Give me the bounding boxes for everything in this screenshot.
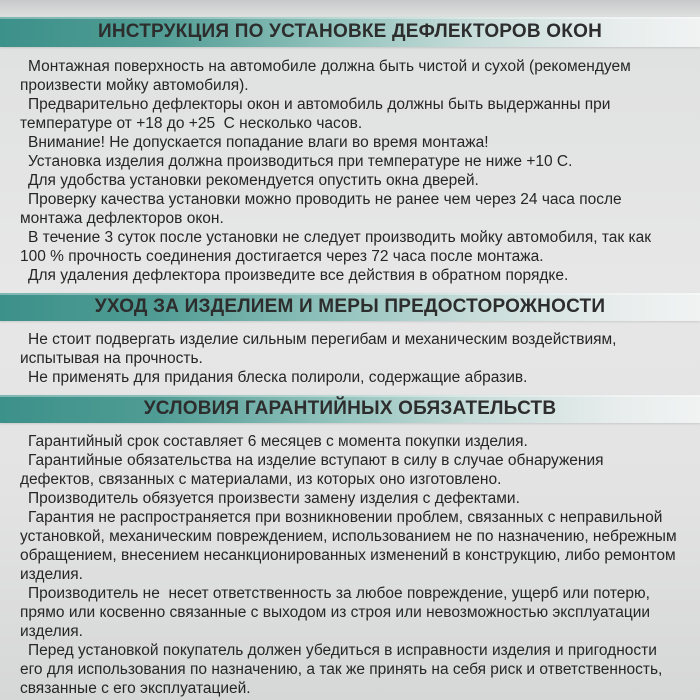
section-care-precautions — [0, 293, 700, 395]
paragraph: Гарантийные обязательства на изделие вступают в силу в случае обнаружения дефектов, связанных с материалами, из которых оно изготовлено. — [20, 452, 608, 488]
paragraph: Предварительно дефлекторы окон и автомобиль должны быть выдержанны при температуре от +18 до +25 С несколько часов. — [20, 96, 615, 132]
section-body-installation — [0, 47, 700, 293]
paragraph: Гарантия не распространяется при возникновении проблем, связанных с неправильной установкой, механическим повреждением, использованием не по назначению, небрежным обращением, внесением несанкционированных изменений в конструкцию, либо ремонтом изделия. — [20, 509, 681, 583]
paragraph: Проверку качества установки можно проводить не ранее чем через 24 часа после монтажа дефлекторов окон. — [20, 191, 626, 227]
section-body-care — [0, 321, 700, 395]
section-header-installation — [0, 17, 700, 47]
section-installation-instructions — [0, 17, 700, 293]
paragraph: Монтажная поверхность на автомобиле должна быть чистой и сухой (рекомендуем произвести мойку автомобиля). — [20, 58, 636, 94]
paragraph: Перед установкой покупатель должен убедиться в исправности изделия и пригодности его для использования по назначению, а так же принять на себя риск и ответственность, связанные с его эксплуатацией. — [20, 642, 667, 697]
section-title-installation: ИНСТРУКЦИЯ ПО УСТАНОВКЕ ДЕФЛЕКТОРОВ ОКОН — [98, 21, 602, 42]
paragraph: Для удобства установки рекомендуется опустить окна дверей. — [28, 172, 479, 189]
paragraph: Производитель не несет ответственность за любое повреждение, ущерб или потерю, прямо или косвенно связанные с выходом из строя или невозможностью эксплуатации изделия. — [20, 585, 655, 640]
section-header-care — [0, 293, 700, 321]
paragraph: Не применять для придания блеска полироли, содержащие абразив. — [28, 369, 528, 386]
section-title-warranty: УСЛОВИЯ ГАРАНТИЙНЫХ ОБЯЗАТЕЛЬСТВ — [143, 398, 557, 419]
paragraph: Для удаления дефлектора произведите все действия в обратном порядке. — [28, 267, 569, 284]
section-body-warranty — [0, 423, 700, 700]
paragraph: В течение 3 суток после установки не следует производить мойку автомобиля, так как 100 % прочность соединения достигается через 72 часа после монтажа. — [20, 229, 656, 265]
section-warranty-terms — [0, 395, 700, 700]
paragraph: Производитель обязуется произвести замену изделия с дефектами. — [28, 490, 520, 507]
paragraph: Установка изделия должна производиться при температуре не ниже +10 С. — [28, 153, 573, 170]
paragraph: Не стоит подвергать изделие сильным перегибам и механическим воздействиям, испытывая на прочность. — [20, 331, 621, 367]
section-header-warranty — [0, 395, 700, 423]
paragraph: Гарантийный срок составляет 6 месяцев с момента покупки изделия. — [28, 433, 528, 450]
paragraph: Внимание! Не допускается попадание влаги во время монтажа! — [28, 134, 489, 151]
section-title-care: УХОД ЗА ИЗДЕЛИЕМ И МЕРЫ ПРЕДОСТОРОЖНОСТИ — [94, 296, 606, 317]
